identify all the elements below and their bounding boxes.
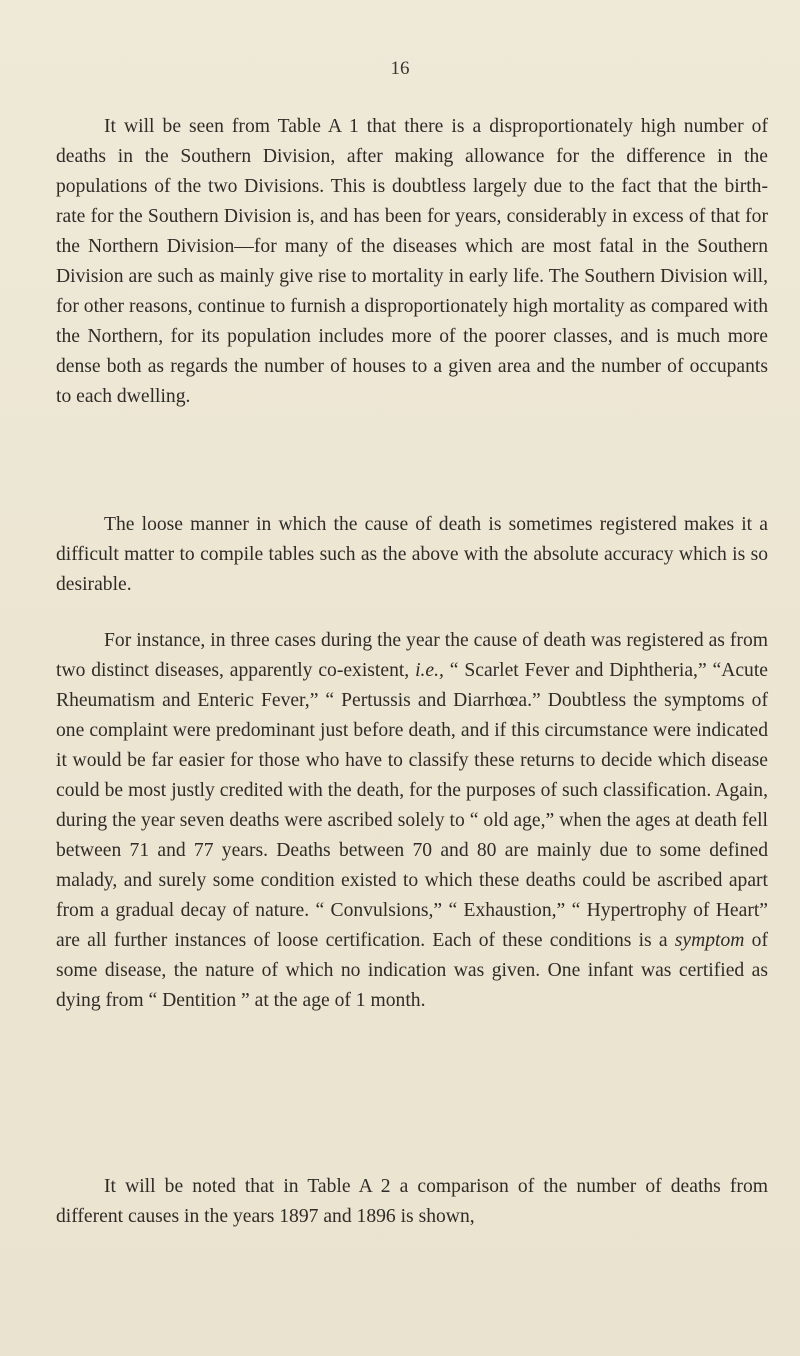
paragraph-loose-registration: The loose manner in which the cause of death is sometimes registered makes it a difficult matter to compile tables such as the above with the absolute accuracy which is so desirable. (56, 514, 768, 595)
paragraph-instances-of-loose-certification (56, 626, 768, 1016)
p3-text-part2: “ Scarlet Fever and Diphtheria,” “Acute Rheumatism and Enteric Fever,” “ Pertussis and Diarrhœa.” Doubtless the symptoms of one complaint were predominant just before death, and if this circumstance were indicated it would be far easier for those who have to classify these returns to decide which disease could be most justly credited with the death, for the purposes of such classification. Again, during the year seven deaths were ascribed solely to “ old age,” when the ages at death fell between 71 and 77 years. Deaths between 70 and 80 are mainly due to some defined malady, and surely some condition existed to which these deaths could be ascribed apart from a gradual decay of nature. “ Convulsions,” “ Exhaustion,” “ Hypertrophy of Heart” are all further instances of loose certification. Each of these conditions is a (56, 660, 768, 951)
p3-text-part1: For instance, in three cases during the year the cause of death was registered as from two distinct diseases, apparently co-existent, (56, 630, 768, 681)
p3-symptom-emphasis: symptom (674, 930, 745, 951)
p3-text-part3: of some disease, the nature of which no indication was given. One infant was certified as dying from “ Dentition ” at the age of 1 month. (56, 930, 768, 1011)
p3-ie-abbreviation: i.e., (415, 660, 444, 681)
page-number: 16 (390, 58, 410, 79)
paragraph-table-a2-comparison: It will be noted that in Table A 2 a comparison of the number of deaths from different causes in the years 1897 and 1896 is shown, (56, 1176, 768, 1227)
paragraph-mortality-southern-division: It will be seen from Table A 1 that there is a disproportionately high number of deaths in the Southern Division, after making allowance for the difference in the populations of the two Divisions. This is doubtless largely due to the fact that the birth-rate for the Southern Division is, and has been for years, considerably in excess of that for the Northern Division—for many of the diseases which are most fatal in the Southern Division are such as mainly give rise to mortality in early life. The Southern Division will, for other reasons, continue to furnish a disproportionately high mortality as compared with the Northern, for its population includes more of the poorer classes, and is much more dense both as regards the number of houses to a given area and the number of occupants to each dwelling. (56, 116, 768, 407)
